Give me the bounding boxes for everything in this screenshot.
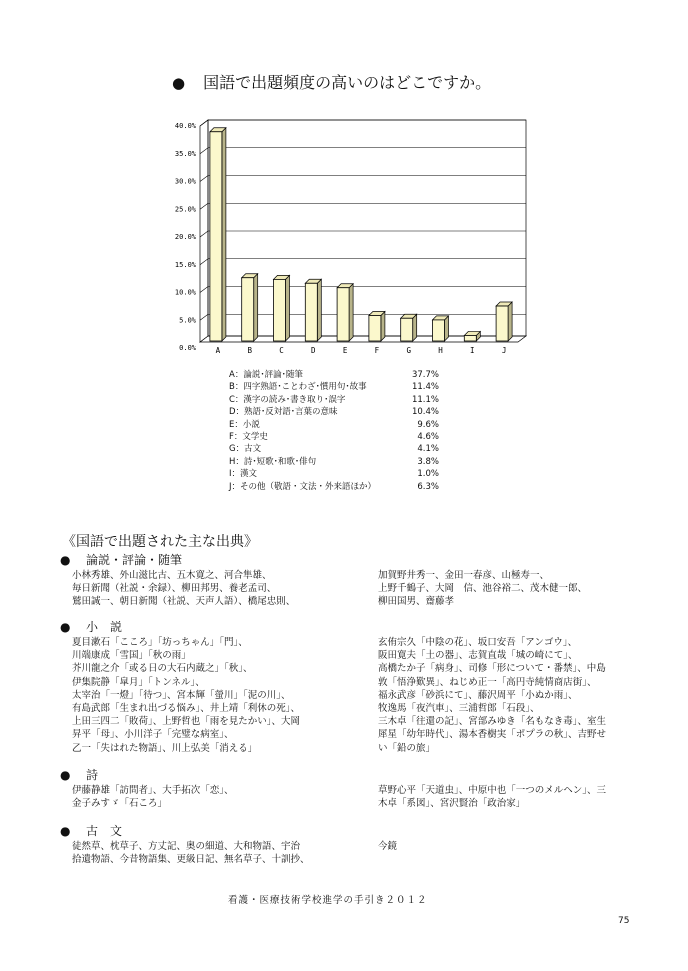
x-tick-label: C [279, 346, 284, 355]
x-tick-label: E [342, 346, 348, 355]
bar-F [369, 315, 381, 341]
source-line: 金子みすゞ「石ころ」 [72, 798, 168, 810]
source-line: 昇平「母」、小川洋子「完璧な病室」、 [72, 729, 234, 741]
bar-G [401, 318, 413, 341]
bullet-icon: ● [172, 74, 186, 92]
page-number: 75 [618, 916, 630, 926]
bar-D [305, 283, 317, 341]
bar-E [337, 288, 349, 341]
sources-heading: 《国語で出題された主な出典》 [62, 534, 258, 550]
source-line: 川端康成「雪国」「秋の雨」 [72, 650, 191, 662]
legend-value: 10.4% [411, 407, 439, 418]
legend-item [229, 369, 439, 381]
source-line: 三木卓「往還の記」、宮部みゆき「名もなき毒」、室生 [378, 716, 607, 728]
footer-text: 看護・医療技術学校進学の手引き２０１２ [228, 895, 428, 906]
legend-value: 3.8% [417, 456, 439, 467]
source-line: 牧逸馬「夜汽車」、三浦哲郎「石段」、 [378, 703, 540, 715]
source-line: 拾遺物語、今昔物語集、更級日記、無名草子、十訓抄、 [72, 854, 310, 866]
legend-item [229, 419, 439, 431]
bullet-icon: ● [60, 768, 71, 782]
y-tick-label: 5.0% [179, 316, 196, 325]
source-line: 犀星「幼年時代」、湯本香樹実「ポプラの秋」、吉野せ [378, 729, 607, 741]
page-title-text: 国語で出題頻度の高いのはどこですか。 [203, 73, 492, 92]
y-tick-label: 0.0% [179, 344, 196, 352]
source-line: 玄侑宗久「中陰の花」、坂口安吾「アンゴウ」、 [378, 637, 578, 648]
bar-side [254, 274, 258, 341]
source-line: 敦「悟浄歎異」、ねじめ正一「高円寺純情商店街」、 [378, 676, 597, 688]
x-tick-label: B [247, 346, 252, 355]
bar-side [317, 279, 321, 341]
legend-label: I：漢文 [229, 469, 258, 480]
chart-legend [229, 369, 439, 493]
section-novel [60, 618, 640, 755]
legend-value: 9.6% [417, 419, 439, 430]
legend-item [229, 406, 439, 418]
bar-B [242, 278, 254, 341]
legend-value: 6.3% [417, 481, 439, 492]
bar-side [349, 284, 353, 341]
source-line: 有島武郎「生まれ出づる悩み」、井上靖「利休の死」、 [72, 703, 301, 715]
bar-side [381, 311, 385, 341]
bullet-icon: ● [60, 553, 71, 567]
gridline [200, 148, 526, 154]
legend-value: 37.7% [411, 370, 439, 380]
y-tick-label: 35.0% [174, 149, 196, 158]
x-tick-label: H [438, 346, 443, 355]
bar-H [433, 320, 445, 341]
legend-value: 4.6% [417, 432, 439, 443]
legend-label: J：その他（敬語・文法・外来語ほか） [229, 481, 377, 492]
legend-item [229, 381, 439, 393]
x-tick-label: F [374, 346, 380, 355]
legend-label: D：熟語･反対語･言葉の意味 [229, 407, 338, 418]
section-title: 詩 [86, 768, 99, 782]
left-column [60, 784, 378, 810]
source-line: 木卓「系図」、宮沢賢治「政治家」 [378, 798, 526, 810]
bar-I [464, 335, 476, 341]
source-line: 上野千鶴子、大岡 信、池谷裕二、茂木健一郎、 [378, 583, 588, 595]
x-tick-label: G [406, 346, 411, 355]
section-title: 小 説 [86, 620, 123, 634]
source-line: 高橋たか子「病身」、司修「形について・番禁」、中島 [378, 663, 606, 675]
bar-side [508, 302, 512, 341]
x-tick-label: A [215, 346, 221, 355]
source-line: 夏目漱石「こころ」「坊っちゃん」「門」、 [72, 637, 248, 648]
x-tick-label: I [470, 346, 475, 355]
left-column [60, 840, 378, 866]
source-line: 乙一「失はれた物語」、川上弘美「消える」 [72, 742, 258, 754]
source-line: 福永武彦「砂浜にて」、藤沢周平「小ぬか雨」、 [378, 689, 578, 701]
right-column [378, 636, 640, 755]
legend-label: A：論説･評論･随筆 [229, 370, 303, 380]
legend-label: B：四字熟語･ことわざ･慣用句･故事 [229, 382, 367, 393]
source-line: 柳田国男、齋藤孝 [378, 596, 455, 608]
legend-value: 11.4% [411, 382, 439, 393]
left-column [60, 636, 378, 755]
legend-label: H：詩･短歌･和歌･俳句 [229, 456, 317, 467]
section-title: 論説・評論・随筆 [86, 553, 183, 567]
legend-label: G：古文 [229, 444, 262, 455]
source-line: 太宰治「一燈」「待つ」、宮本輝「螢川」「泥の川」、 [72, 689, 291, 701]
source-line: 鷲田誠一、朝日新聞（社説、天声人語）、橋尾忠則、 [72, 596, 296, 608]
gridline [200, 259, 526, 265]
legend-value: 1.0% [417, 469, 439, 480]
bar-J [496, 306, 508, 341]
source-line: 加賀野井秀一、金田一春彦、山極寿一、 [378, 570, 550, 581]
gridline [200, 120, 526, 126]
source-line: 伊集院静「皐月」「トンネル」、 [72, 676, 205, 688]
y-tick-label: 20.0% [174, 233, 196, 241]
y-tick-label: 10.0% [174, 288, 196, 297]
bullet-icon: ● [60, 824, 71, 838]
left-column [60, 569, 378, 609]
source-line: 草野心平「天道虫」、中原中也「一つのメルヘン」、三 [378, 785, 607, 796]
source-line: 伊藤静雄「訪問者」、大手拓次「恋」、 [72, 785, 234, 796]
gridline [200, 176, 526, 182]
source-line: 上田三四二「敗荷」、上野哲也「雨を見たかい」、大岡 [72, 716, 301, 728]
bar-side [222, 128, 226, 341]
gridline [200, 203, 526, 209]
legend-item [229, 481, 439, 493]
source-line: い「鉛の旅」 [378, 742, 436, 754]
gridline [200, 231, 526, 237]
y-tick-label: 40.0% [174, 122, 196, 130]
legend-item [229, 394, 439, 406]
legend-item [229, 468, 439, 480]
x-tick-label: D [311, 346, 316, 355]
legend-label: F：文学史 [229, 432, 268, 443]
x-tick-label: J [501, 346, 507, 355]
bullet-icon: ● [60, 620, 71, 634]
legend-label: E：小説 [229, 419, 260, 430]
legend-item [229, 456, 439, 468]
right-column [378, 840, 640, 866]
legend-item [229, 431, 439, 443]
source-line: 小林秀雄、外山滋比古、五木寛之、河合隼雄、 [72, 570, 272, 581]
source-line: 芥川龍之介「或る日の大石内蔵之」「秋」、 [72, 663, 253, 675]
page-title [172, 70, 491, 93]
legend-item [229, 443, 439, 455]
source-line: 阪田寛夫「土の器」、志賀直哉「城の崎にて」、 [378, 650, 578, 662]
bar-C [274, 279, 286, 341]
section-title: 古 文 [86, 824, 123, 838]
source-line: 今鏡 [378, 841, 398, 852]
bar-chart [150, 110, 530, 360]
right-column [378, 569, 640, 609]
legend-value: 4.1% [417, 444, 439, 455]
y-tick-label: 30.0% [174, 177, 196, 186]
right-column [378, 784, 640, 810]
section-poetry [60, 766, 640, 810]
bar-side [413, 314, 417, 341]
y-tick-label: 15.0% [174, 260, 196, 269]
chart-side-wall [200, 120, 208, 342]
source-line: 毎日新聞（社説・余録）、柳田邦男、養老孟司、 [72, 583, 277, 595]
section-classics [60, 822, 640, 866]
bar-side [286, 275, 290, 341]
source-line: 徒然草、枕草子、方丈記、奥の細道、大和物語、宇治 [72, 841, 301, 852]
y-tick-label: 25.0% [174, 205, 196, 214]
section-essay [60, 551, 640, 609]
bar-A [210, 132, 222, 341]
legend-label: C：漢字の読み･書き取り･誤字 [229, 394, 346, 405]
legend-value: 11.1% [411, 394, 439, 405]
